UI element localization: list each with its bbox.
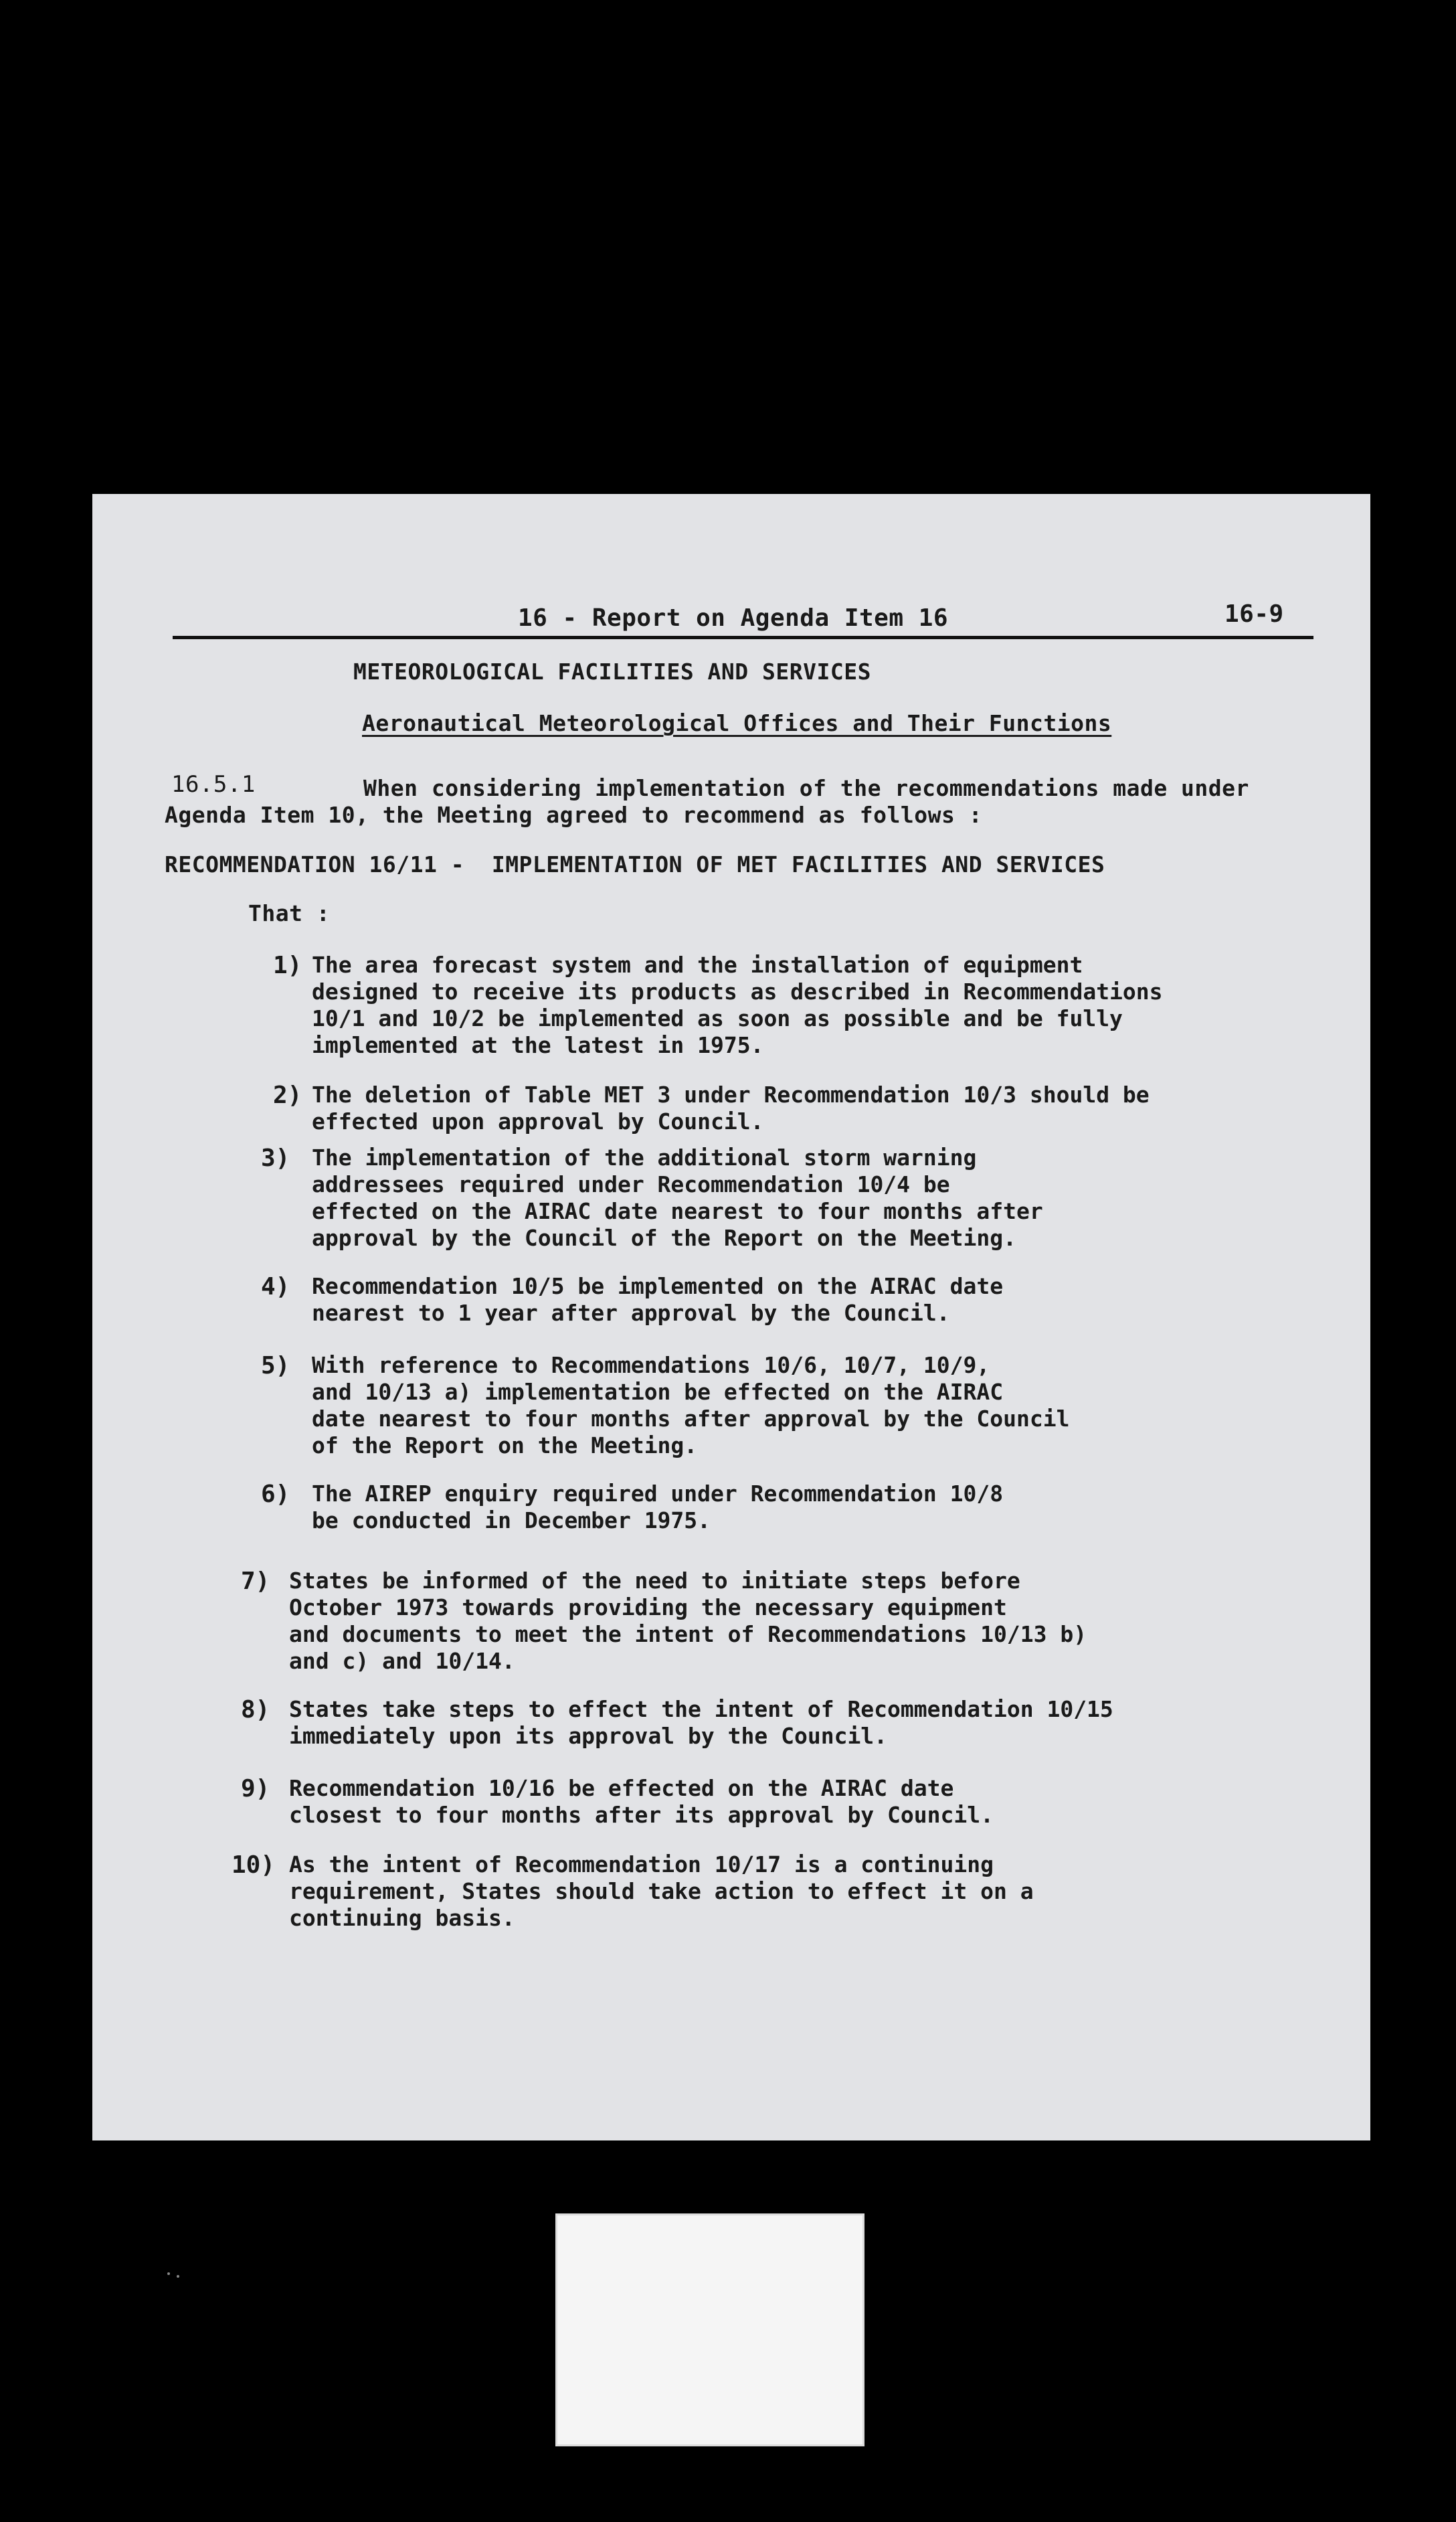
list-item-text: States take steps to effect the intent of Recommendation 10/15 immediately upon its approval by the Council. [289,1696,1113,1749]
section-title: METEOROLOGICAL FACILITIES AND SERVICES [353,659,871,685]
page-number: 16-9 [1224,600,1284,628]
list-item-text: With reference to Recommendations 10/6, 10/7, 10/9, and 10/13 a) implementation be effected on the AIRAC date nearest to four months after approval by the Council of the Report on the Meeting. [312,1352,1070,1458]
list-item-number: 8) [241,1696,270,1724]
intro-line-2: Agenda Item 10, the Meeting agreed to recommend as follows : [165,802,983,828]
scan-speck [167,2272,187,2278]
running-title: 16 - Report on Agenda Item 16 [518,604,949,632]
subsection-title: Aeronautical Meteorological Offices and Their Functions [362,710,1112,736]
list-item-number: 4) [261,1273,290,1300]
list-item [241,1775,994,1828]
list-item-number: 1) [273,952,302,979]
list-item-number: 3) [261,1145,290,1172]
paper-slip [555,2213,864,2446]
list-item-number: 6) [261,1481,290,1508]
list-item-text: The area forecast system and the installation of equipment designed to receive its products as described in Recommendations 10/1 and 10/2 be implemented as soon as possible and be fully implemented at the latest in 1975. [312,952,1163,1058]
list-item [232,1851,1034,1931]
list-item [261,1481,1004,1533]
list-item [241,1696,1113,1749]
list-item [241,1568,1087,1674]
list-item-text: Recommendation 10/16 be effected on the AIRAC date closest to four months after its approval by Council. [289,1775,994,1828]
list-item [273,1082,1150,1134]
list-item-text: The implementation of the additional storm warning addressees required under Recommendation 10/4 be effected on the AIRAC date nearest to four months after approval by the Council of the Report on the Meeting. [312,1145,1043,1251]
intro-line-1: When considering implementation of the recommendations made under [363,775,1249,801]
list-item-number: 5) [261,1352,290,1379]
list-item-number: 9) [241,1775,270,1802]
recommendation-heading: RECOMMENDATION 16/11 - IMPLEMENTATION OF MET FACILITIES AND SERVICES [165,851,1105,877]
list-item-text: Recommendation 10/5 be implemented on the AIRAC date nearest to 1 year after approval by the Council. [312,1273,1004,1326]
list-item [273,952,1163,1058]
list-item-text: The AIREP enquiry required under Recommendation 10/8 be conducted in December 1975. [312,1481,1004,1533]
recommendation-lead: That : [248,900,331,926]
list-item-number: 7) [241,1568,270,1595]
list-item [261,1273,1004,1326]
list-item-text: As the intent of Recommendation 10/17 is a continuing requirement, States should take action to effect it on a continuing basis. [289,1851,1034,1931]
list-item-number: 2) [273,1082,302,1109]
paragraph-number: 16.5.1 [171,771,256,798]
list-item [261,1145,1043,1251]
list-item-text: States be informed of the need to initiate steps before October 1973 towards providing the necessary equipment and documents to meet the intent of Recommendations 10/13 b) and c) and 10/14. [289,1568,1087,1674]
list-item-number: 10) [232,1851,276,1879]
list-item [261,1352,1070,1458]
header-rule [173,636,1313,639]
list-item-text: The deletion of Table MET 3 under Recommendation 10/3 should be effected upon approval by Council. [312,1082,1150,1134]
document-page [92,494,1370,2140]
